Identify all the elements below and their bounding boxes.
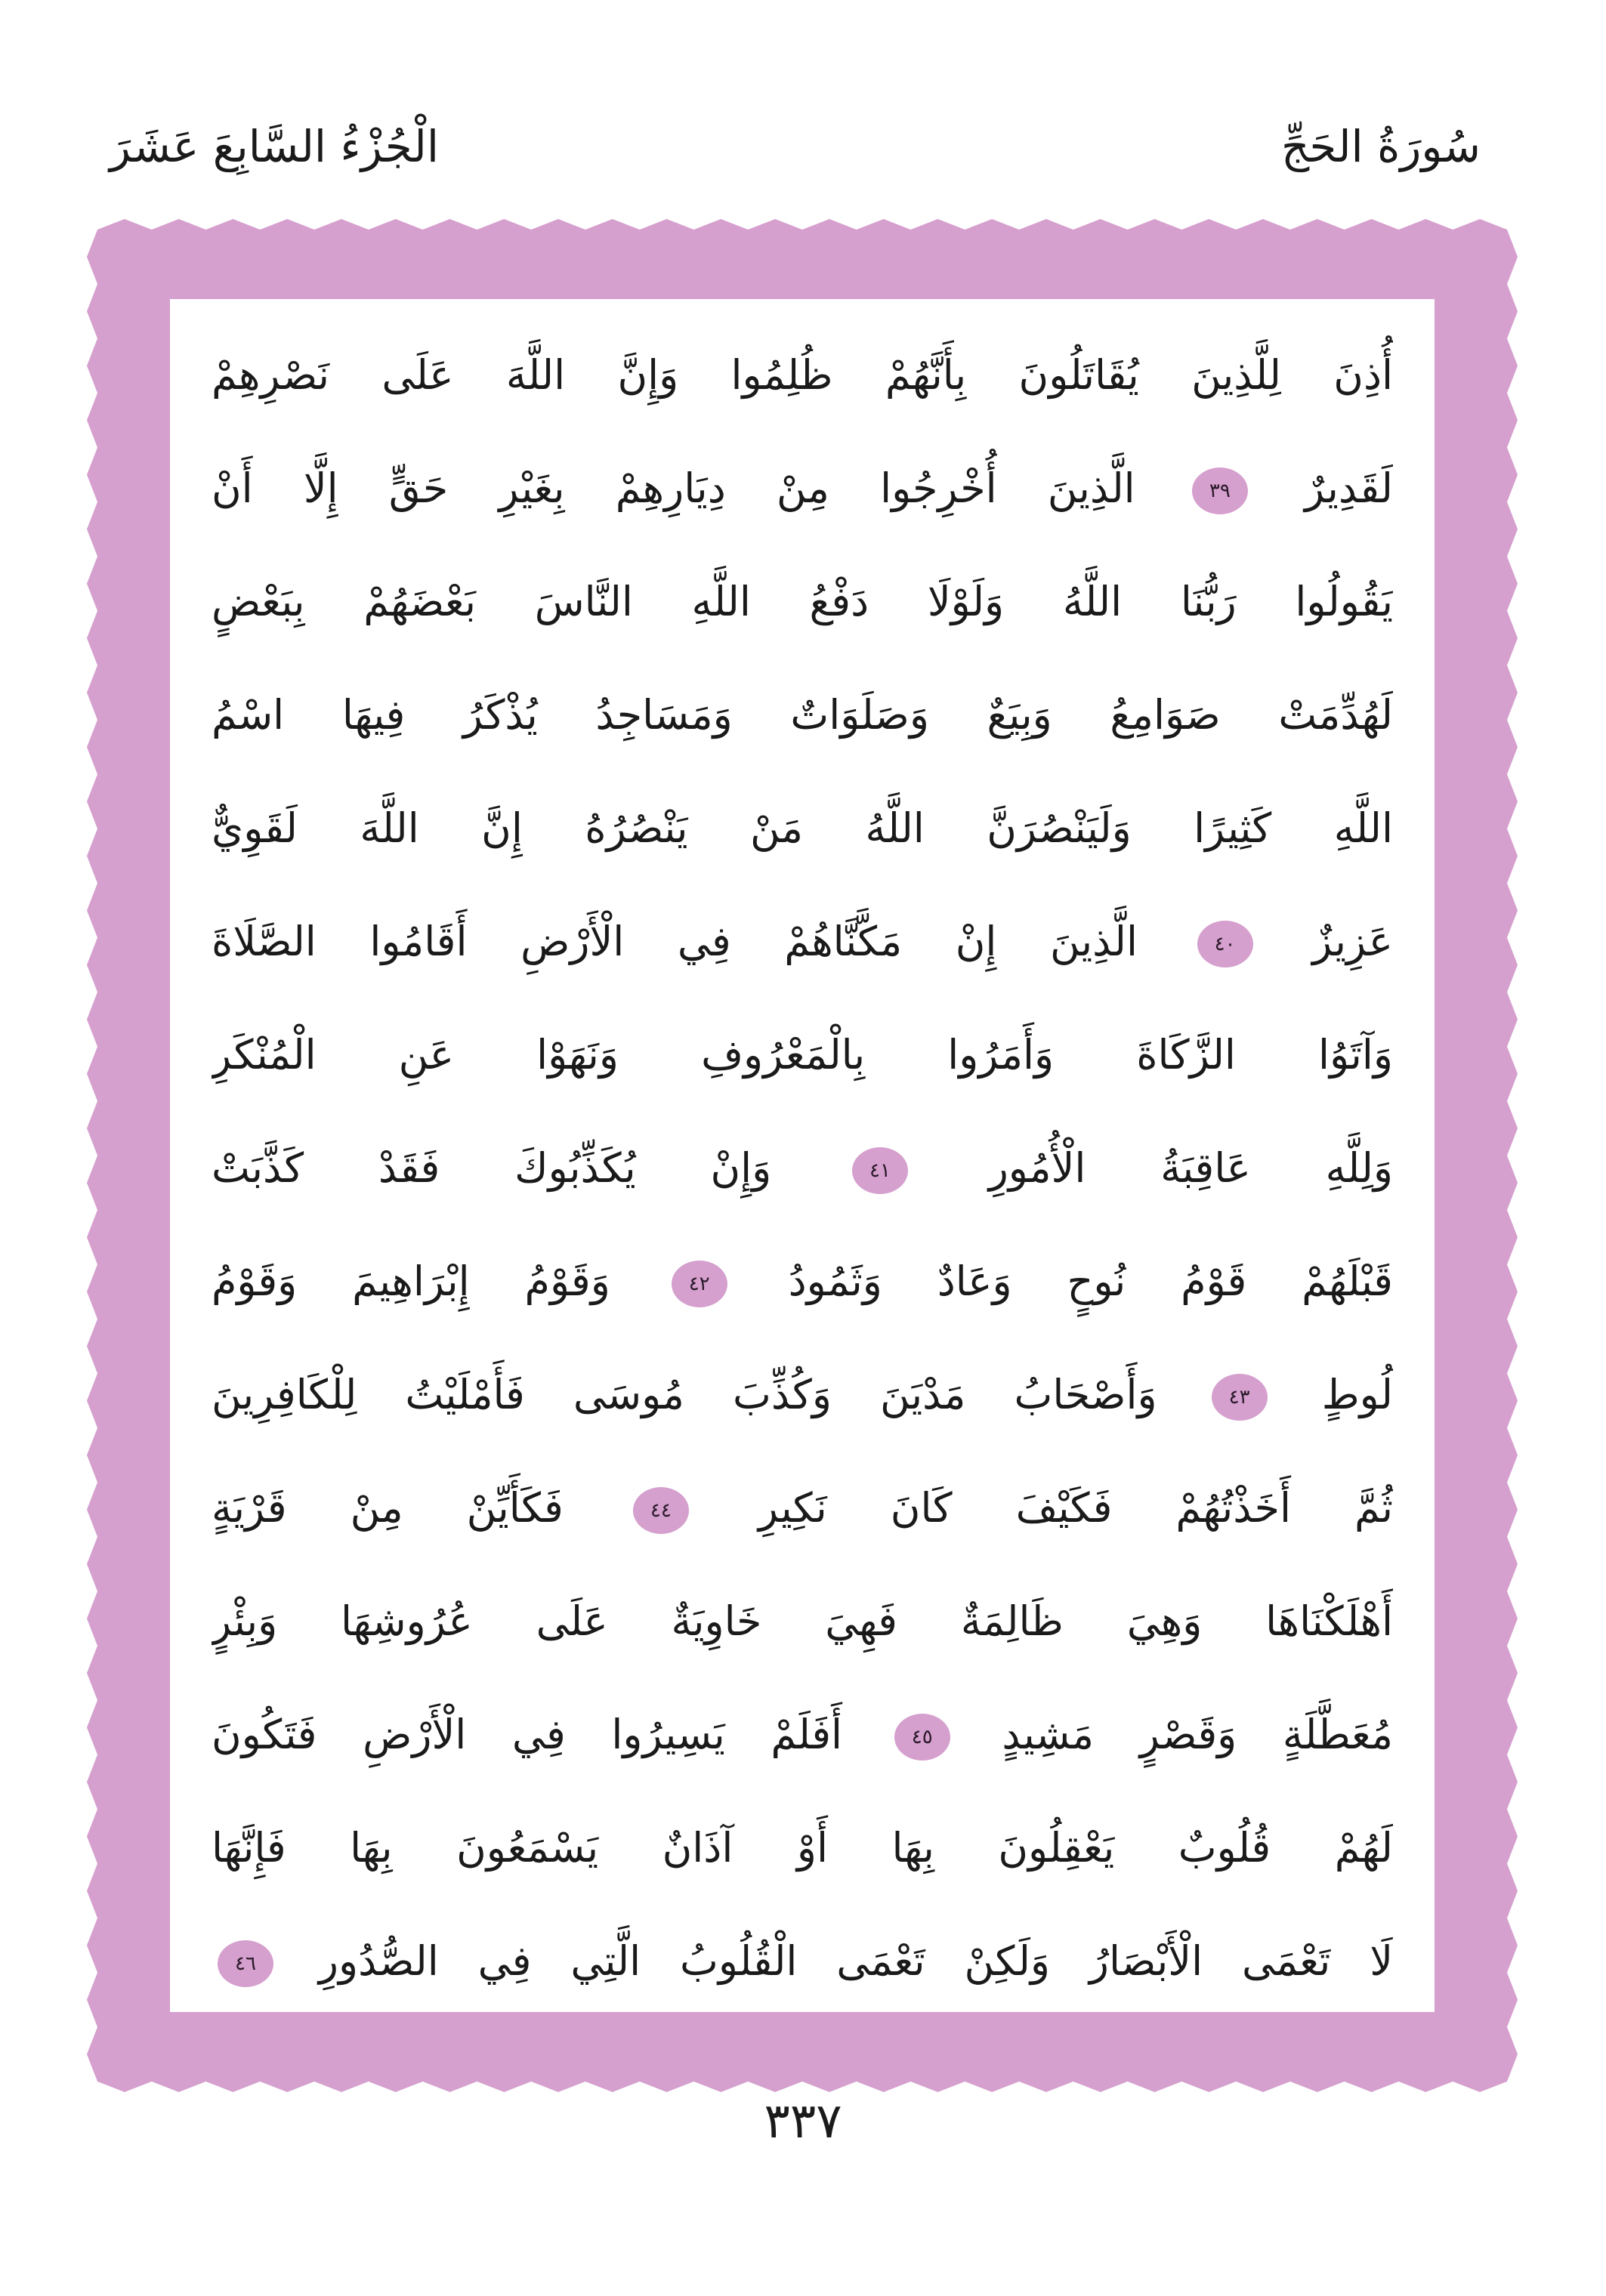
text-panel [170, 299, 1435, 2012]
verse-text: قَبْلَهُمْ قَوْمُ نُوحٍ وَعَادٌ وَثَمُودُ [788, 1258, 1393, 1305]
verse-line [212, 1112, 1393, 1225]
verse-line [212, 1791, 1393, 1905]
verse-text: وَآتَوُا الزَّكَاةَ وَأَمَرُوا بِالْمَعْرُوفِ وَنَهَوْا عَنِ الْمُنْكَرِ [212, 1031, 1393, 1079]
verse-line [212, 432, 1393, 545]
verse-line [212, 1905, 1393, 2018]
verse-line [212, 1225, 1393, 1338]
verse-text: الَّذِينَ إِنْ مَكَّنَّاهُمْ فِي الْأَرْضِ أَقَامُوا الصَّلَاةَ [212, 918, 1138, 965]
ayah-number-marker: ٤٣ [1212, 1374, 1268, 1421]
ayah-number-marker: ٤٠ [1197, 921, 1253, 967]
page-number: ٣٣٧ [764, 2094, 842, 2149]
ayah-number-marker: ٤١ [852, 1147, 908, 1194]
verse-text: وَإِنْ يُكَذِّبُوكَ فَقَدْ كَذَّبَتْ [212, 1144, 772, 1192]
verse-line [212, 998, 1393, 1112]
verse-text: ثُمَّ أَخَذْتُهُمْ فَكَيْفَ كَانَ نَكِيرِ [758, 1484, 1393, 1532]
ayah-number-marker: ٤٥ [894, 1714, 950, 1761]
ayah-number-marker: ٤٢ [672, 1261, 727, 1307]
juz-name: الْجُزْءُ السَّابِعَ عَشَرَ [110, 121, 439, 172]
verse-text: لَا تَعْمَى الْأَبْصَارُ وَلَكِنْ تَعْمَى الْقُلُوبُ الَّتِي فِي الصُّدُورِ [318, 1937, 1393, 1985]
ayah-number-marker: ٤٤ [633, 1487, 689, 1534]
verse-text: مُعَطَّلَةٍ وَقَصْرٍ مَشِيدٍ [1002, 1711, 1393, 1758]
verse-text: يَقُولُوا رَبُّنَا اللَّهُ وَلَوْلَا دَفْعُ اللَّهِ النَّاسَ بَعْضَهُمْ بِبَعْضٍ [212, 578, 1393, 625]
verse-lines [212, 319, 1393, 1995]
verse-text: وَأَصْحَابُ مَدْيَنَ وَكُذِّبَ مُوسَى فَأَمْلَيْتُ لِلْكَافِرِينَ [212, 1371, 1157, 1418]
verse-text: عَزِيزٌ [1312, 918, 1393, 965]
verse-text: لُوطٍ [1321, 1371, 1393, 1418]
verse-text: فَكَأَيِّنْ مِنْ قَرْيَةٍ [212, 1484, 564, 1532]
ayah-number-marker: ٤٦ [218, 1940, 273, 1987]
verse-text: لَهُمْ قُلُوبٌ يَعْقِلُونَ بِهَا أَوْ آذَانٌ يَسْمَعُونَ بِهَا فَإِنَّهَا [212, 1824, 1393, 1872]
ornamental-frame [87, 219, 1518, 2092]
verse-line [212, 1678, 1393, 1791]
page-header [106, 113, 1503, 196]
verse-text: أُذِنَ لِلَّذِينَ يُقَاتَلُونَ بِأَنَّهُمْ ظُلِمُوا وَإِنَّ اللَّهَ عَلَى نَصْرِهِمْ [212, 351, 1393, 399]
verse-line [212, 545, 1393, 659]
verse-text: وَلِلَّهِ عَاقِبَةُ الْأُمُورِ [988, 1144, 1393, 1192]
ayah-number-marker: ٣٩ [1192, 468, 1248, 514]
verse-line [212, 319, 1393, 432]
verse-line [212, 772, 1393, 885]
surah-name: سُورَةُ الحَجِّ [1280, 121, 1481, 172]
verse-text: لَهُدِّمَتْ صَوَامِعُ وَبِيَعٌ وَصَلَوَاتٌ وَمَسَاجِدُ يُذْكَرُ فِيهَا اسْمُ [212, 691, 1393, 739]
verse-text: الَّذِينَ أُخْرِجُوا مِنْ دِيَارِهِمْ بِغَيْرِ حَقٍّ إِلَّا أَنْ [212, 464, 1135, 512]
verse-line [212, 885, 1393, 998]
verse-text: لَقَدِيرٌ [1305, 464, 1393, 512]
verse-line [212, 1452, 1393, 1565]
verse-line [212, 1565, 1393, 1678]
verse-line [212, 659, 1393, 772]
verse-text: اللَّهِ كَثِيرًا وَلَيَنْصُرَنَّ اللَّهُ مَنْ يَنْصُرُهُ إِنَّ اللَّهَ لَقَوِيٌّ [212, 804, 1393, 852]
verse-line [212, 1338, 1393, 1452]
verse-text: أَهْلَكْنَاهَا وَهِيَ ظَالِمَةٌ فَهِيَ خَاوِيَةٌ عَلَى عُرُوشِهَا وَبِئْرٍ [212, 1597, 1393, 1645]
verse-text: وَقَوْمُ إِبْرَاهِيمَ وَقَوْمُ [212, 1258, 610, 1305]
verse-text: أَفَلَمْ يَسِيرُوا فِي الْأَرْضِ فَتَكُونَ [212, 1711, 843, 1758]
